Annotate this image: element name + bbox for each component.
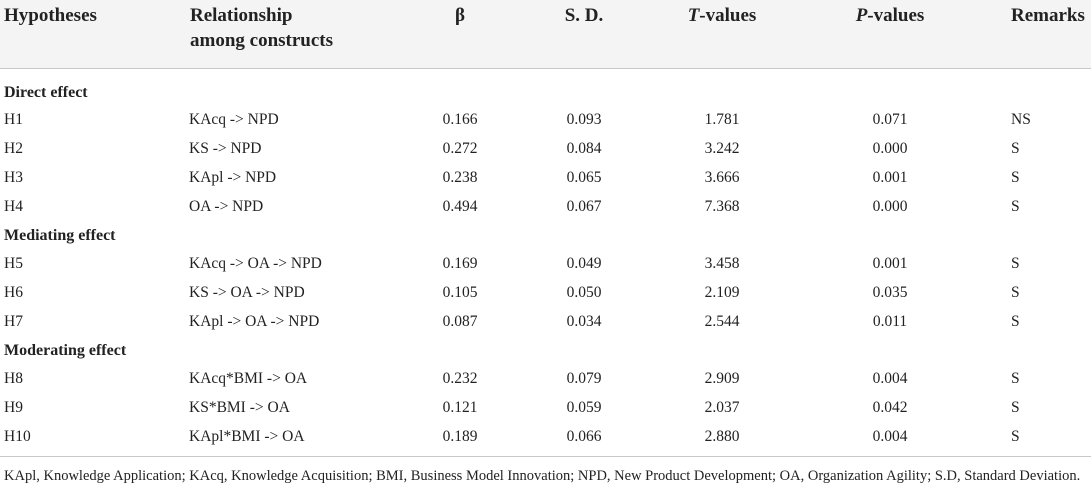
cell-remark: S bbox=[1011, 255, 1020, 272]
header-t-rest: -values bbox=[699, 5, 757, 26]
cell-hypothesis: H10 bbox=[4, 428, 31, 445]
header-hypotheses: Hypotheses bbox=[4, 5, 97, 26]
cell-t-value: 3.666 bbox=[704, 169, 740, 186]
cell-sd: 0.034 bbox=[566, 313, 602, 330]
cell-beta: 0.087 bbox=[442, 313, 478, 330]
cell-p-value: 0.001 bbox=[872, 255, 908, 272]
cell-hypothesis: H8 bbox=[4, 370, 23, 387]
cell-p-value: 0.000 bbox=[872, 198, 908, 215]
cell-p-value: 0.004 bbox=[872, 370, 908, 387]
cell-beta: 0.105 bbox=[442, 284, 478, 301]
cell-remark: S bbox=[1011, 399, 1020, 416]
header-relationship bbox=[190, 3, 333, 53]
section-title: Moderating effect bbox=[4, 342, 127, 359]
header-relationship-line1: Relationship bbox=[190, 5, 293, 26]
header-t-values bbox=[688, 3, 757, 28]
header-sd: S. D. bbox=[564, 5, 604, 26]
cell-p-value: 0.035 bbox=[872, 284, 908, 301]
cell-remark: NS bbox=[1011, 111, 1031, 128]
cell-p-value: 0.071 bbox=[872, 111, 908, 128]
cell-beta: 0.121 bbox=[442, 399, 478, 416]
header-p-values bbox=[856, 3, 925, 28]
cell-hypothesis: H9 bbox=[4, 399, 23, 416]
cell-relationship: KS -> NPD bbox=[189, 140, 262, 157]
cell-t-value: 2.109 bbox=[704, 284, 740, 301]
cell-hypothesis: H4 bbox=[4, 198, 23, 215]
cell-hypothesis: H3 bbox=[4, 169, 23, 186]
table-footnote: KApl, Knowledge Application; KAcq, Knowledge Acquisition; BMI, Business Model Innovation; NPD, New Product Development; OA, Organization Agility; S.D, Standard Deviation. bbox=[4, 468, 1081, 484]
cell-sd: 0.050 bbox=[566, 284, 602, 301]
cell-p-value: 0.000 bbox=[872, 140, 908, 157]
cell-p-value: 0.011 bbox=[872, 313, 908, 330]
cell-t-value: 3.458 bbox=[704, 255, 740, 272]
cell-hypothesis: H5 bbox=[4, 255, 23, 272]
cell-sd: 0.065 bbox=[566, 169, 602, 186]
cell-relationship: KAcq -> OA -> NPD bbox=[189, 255, 322, 272]
cell-relationship: KS -> OA -> NPD bbox=[189, 284, 305, 301]
cell-relationship: KApl -> NPD bbox=[189, 169, 277, 186]
cell-relationship: KApl -> OA -> NPD bbox=[189, 313, 320, 330]
header-p-rest: -values bbox=[867, 5, 925, 26]
cell-relationship: OA -> NPD bbox=[189, 198, 264, 215]
section-title: Mediating effect bbox=[4, 227, 116, 244]
cell-t-value: 3.242 bbox=[704, 140, 740, 157]
header-beta: β bbox=[454, 5, 466, 26]
cell-hypothesis: H7 bbox=[4, 313, 23, 330]
cell-hypothesis: H6 bbox=[4, 284, 23, 301]
cell-beta: 0.189 bbox=[442, 428, 478, 445]
cell-t-value: 2.544 bbox=[704, 313, 740, 330]
cell-sd: 0.049 bbox=[566, 255, 602, 272]
cell-relationship: KS*BMI -> OA bbox=[189, 399, 290, 416]
cell-p-value: 0.001 bbox=[872, 169, 908, 186]
cell-sd: 0.066 bbox=[566, 428, 602, 445]
header-t-letter: T bbox=[687, 5, 700, 26]
cell-sd: 0.067 bbox=[566, 198, 602, 215]
cell-remark: S bbox=[1011, 198, 1020, 215]
cell-beta: 0.238 bbox=[442, 169, 478, 186]
header-divider bbox=[0, 68, 1091, 69]
cell-sd: 0.059 bbox=[566, 399, 602, 416]
cell-t-value: 2.880 bbox=[704, 428, 740, 445]
cell-hypothesis: H1 bbox=[4, 111, 23, 128]
cell-remark: S bbox=[1011, 169, 1020, 186]
cell-t-value: 2.909 bbox=[704, 370, 740, 387]
cell-beta: 0.232 bbox=[442, 370, 478, 387]
cell-beta: 0.494 bbox=[442, 198, 478, 215]
cell-beta: 0.272 bbox=[442, 140, 478, 157]
header-p-letter: P bbox=[855, 5, 868, 26]
section-title: Direct effect bbox=[4, 84, 88, 101]
cell-p-value: 0.042 bbox=[872, 399, 908, 416]
cell-t-value: 7.368 bbox=[704, 198, 740, 215]
table-header bbox=[0, 0, 1091, 68]
cell-sd: 0.093 bbox=[566, 111, 602, 128]
cell-beta: 0.166 bbox=[442, 111, 478, 128]
cell-beta: 0.169 bbox=[442, 255, 478, 272]
header-relationship-line2: among constructs bbox=[190, 30, 334, 51]
cell-t-value: 1.781 bbox=[704, 111, 740, 128]
cell-remark: S bbox=[1011, 313, 1020, 330]
cell-p-value: 0.004 bbox=[872, 428, 908, 445]
cell-sd: 0.084 bbox=[566, 140, 602, 157]
cell-relationship: KAcq*BMI -> OA bbox=[189, 370, 308, 387]
cell-relationship: KApl*BMI -> OA bbox=[189, 428, 305, 445]
cell-remark: S bbox=[1011, 370, 1020, 387]
cell-relationship: KAcq -> NPD bbox=[189, 111, 279, 128]
cell-remark: S bbox=[1011, 428, 1020, 445]
header-remarks: Remarks bbox=[1011, 5, 1085, 26]
cell-remark: S bbox=[1011, 140, 1020, 157]
cell-hypothesis: H2 bbox=[4, 140, 23, 157]
table-bottom-divider bbox=[0, 456, 1091, 457]
cell-t-value: 2.037 bbox=[704, 399, 740, 416]
cell-remark: S bbox=[1011, 284, 1020, 301]
cell-sd: 0.079 bbox=[566, 370, 602, 387]
